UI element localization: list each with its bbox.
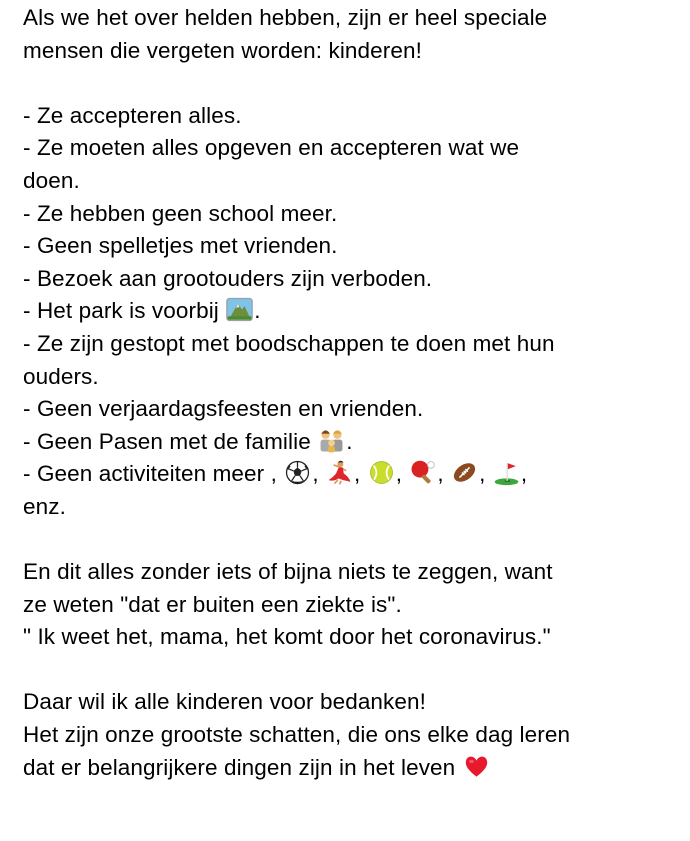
mountain-landscape-icon (226, 296, 253, 323)
paragraph-line: Daar wil ik alle kinderen voor bedanken! (23, 689, 426, 715)
list-item: doen. (23, 167, 80, 193)
list-item: - Ze accepteren alles. (23, 102, 242, 128)
intro-line-1: Als we het over helden hebben, zijn er heel speciale (23, 5, 548, 30)
tennis-ball-icon (368, 459, 395, 486)
separator: , (354, 461, 367, 487)
spacer (23, 654, 683, 687)
list-item-activities (23, 458, 683, 491)
soccer-ball-icon (284, 459, 311, 486)
list-item-easter (23, 426, 683, 459)
list-item: - Geen verjaardagsfeesten en vrienden. (23, 396, 424, 422)
easter-text: - Geen Pasen met de familie (23, 428, 318, 454)
easter-suffix: . (346, 428, 353, 454)
list-item-park (23, 295, 683, 328)
spacer (23, 524, 683, 557)
activities-text: - Geen activiteiten meer , (23, 461, 284, 487)
note-body (23, 2, 683, 784)
red-heart-icon (463, 753, 490, 780)
park-text: - Het park is voorbij (23, 298, 226, 324)
list-item: ouders. (23, 363, 99, 389)
separator: , (395, 461, 409, 487)
paragraph-line: ze weten "dat er buiten een ziekte is". (23, 591, 402, 617)
family-icon (318, 427, 345, 454)
paragraph-line: " Ik weet het, mama, het komt door het coronavirus." (23, 624, 551, 650)
activities-suffix: , (520, 461, 528, 487)
paragraph-line: En dit alles zonder iets of bijna niets te zeggen, want (23, 559, 553, 585)
final-line (23, 752, 683, 785)
separator: , (437, 461, 451, 487)
list-item: - Bezoek aan grootouders zijn verboden. (23, 265, 433, 291)
list-item: - Ze moeten alles opgeven en accepteren wat we (23, 135, 520, 161)
ping-pong-icon (409, 459, 436, 486)
spacer (23, 67, 683, 100)
football-icon (451, 459, 478, 486)
list-item: - Ze hebben geen school meer. (23, 200, 338, 226)
list-item: - Geen spelletjes met vrienden. (23, 233, 338, 259)
dancer-icon (326, 459, 353, 486)
final-text: dat er belangrijkere dingen zijn in het leven (23, 754, 462, 780)
list-item: - Ze zijn gestopt met boodschappen te doen met hun (23, 330, 555, 356)
golf-flag-icon (493, 459, 520, 486)
intro-line-2: mensen die vergeten worden: kinderen! (23, 37, 422, 63)
park-suffix: . (254, 298, 261, 324)
separator: , (312, 461, 326, 487)
list-item: enz. (23, 493, 66, 519)
paragraph-line: Het zijn onze grootste schatten, die ons elke dag leren (23, 722, 571, 748)
separator: , (479, 461, 492, 487)
